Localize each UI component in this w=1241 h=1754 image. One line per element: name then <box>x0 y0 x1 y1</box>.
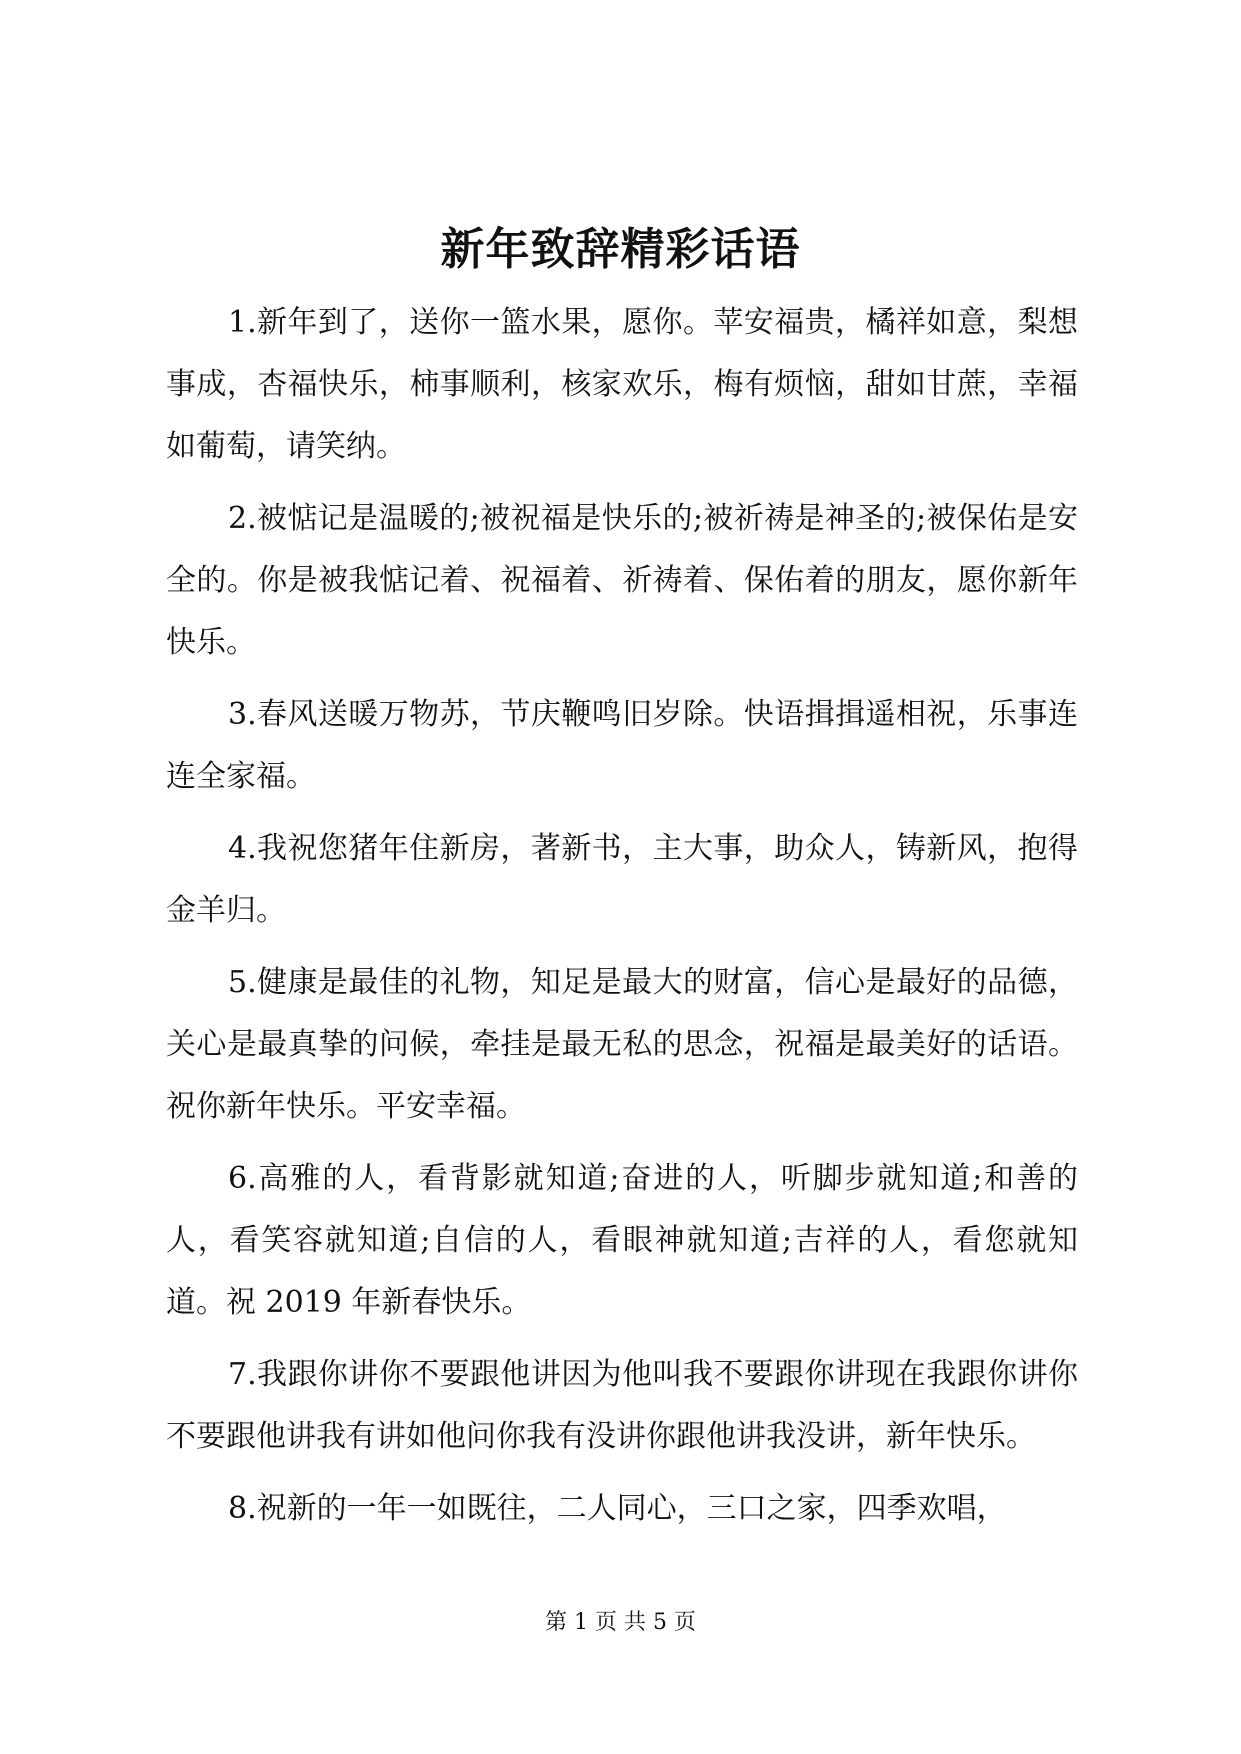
paragraph-2: 2.被惦记是温暖的;被祝福是快乐的;被祈祷是神圣的;被保佑是安全的。你是被我惦记着、祝福着、祈祷着、保佑着的朋友，愿你新年快乐。 <box>166 501 1078 660</box>
paragraph-6: 6.高雅的人，看背影就知道;奋进的人，听脚步就知道;和善的人，看笑容就知道;自信的人，看眼神就知道;吉祥的人，看您就知道。祝 2019 年新春快乐。 <box>166 1161 1078 1320</box>
document-body <box>166 292 1078 1550</box>
paragraph-7: 7.我跟你讲你不要跟他讲因为他叫我不要跟你讲现在我跟你讲你不要跟他讲我有讲如他问你我有没讲你跟他讲我没讲，新年快乐。 <box>166 1357 1078 1454</box>
paragraph-5: 5.健康是最佳的礼物，知足是最大的财富，信心是最好的品德，关心是最真挚的问候，牵挂是最无私的思念，祝福是最美好的话语。祝你新年快乐。平安幸福。 <box>166 965 1078 1124</box>
paragraph-4: 4.我祝您猪年住新房，著新书，主大事，助众人，铸新风，抱得金羊归。 <box>166 831 1078 928</box>
paragraph-8: 8.祝新的一年一如既往，二人同心，三口之家，四季欢唱， <box>228 1491 1007 1526</box>
paragraph-1: 1.新年到了，送你一篮水果，愿你。苹安福贵，橘祥如意，梨想事成，杏福快乐，柿事顺利，核家欢乐，梅有烦恼，甜如甘蔗，幸福如葡萄，请笑纳。 <box>166 305 1078 464</box>
document-title: 新年致辞精彩话语 <box>440 224 801 275</box>
page-footer: 第 1 页 共 5 页 <box>545 1610 696 1635</box>
paragraph-3: 3.春风送暖万物苏，节庆鞭鸣旧岁除。快语揖揖遥相祝，乐事连连全家福。 <box>166 697 1078 794</box>
